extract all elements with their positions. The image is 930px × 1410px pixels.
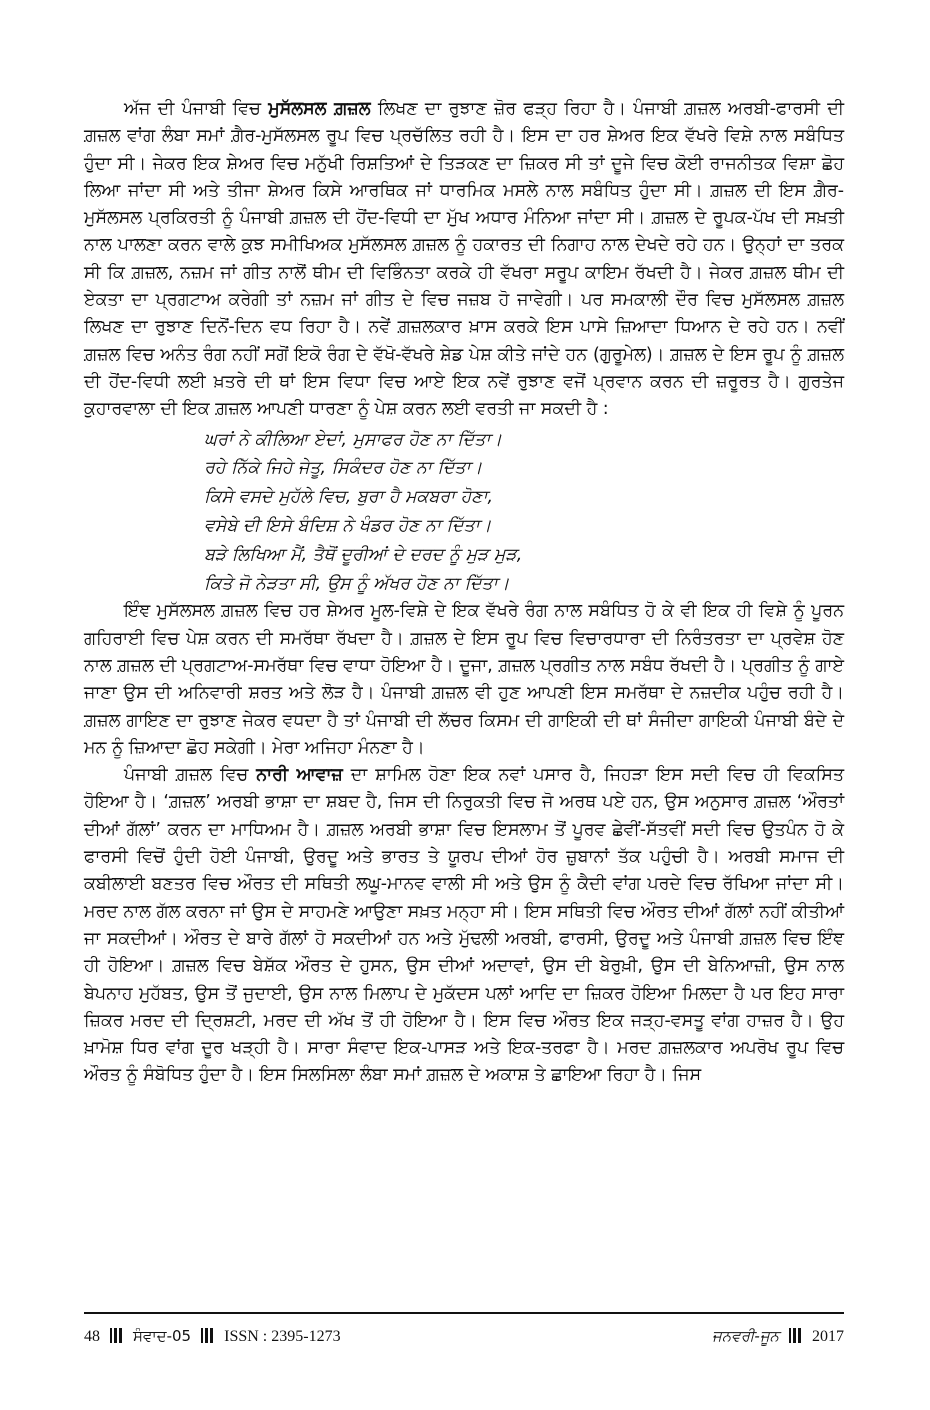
- poem-line: ਕਿਸੇ ਵਸਦੇ ਮੁਹੱਲੇ ਵਿਚ, ਬੁਰਾ ਹੈ ਮਕਬਰਾ ਹੋਣਾ,: [204, 487, 494, 508]
- paragraph-3-text-a: ਪੰਜਾਬੀ ਗ਼ਜ਼ਲ ਵਿਚ: [124, 765, 257, 786]
- page-number: 48: [84, 1328, 100, 1345]
- journal-name: ਸੰਵਾਦ-05: [133, 1327, 192, 1345]
- bold-term-nari-awaz: ਨਾਰੀ ਆਵਾਜ਼: [256, 765, 343, 786]
- paragraph-1: [84, 96, 844, 424]
- poem-line: ਕਿਤੇ ਜੋ ਨੇੜਤਾ ਸੀ, ਉਸ ਨੂੰ ਅੱਖਰ ਹੋਣ ਨਾ ਦਿੱਤਾ।: [204, 573, 510, 594]
- paragraph-1-text-b: ਲਿਖਣ ਦਾ ਰੁਝਾਣ ਜ਼ੋਰ ਫੜ੍ਹ ਰਿਹਾ ਹੈ। ਪੰਜਾਬੀ ਗ਼ਜ਼ਲ ਅਰਬੀ-ਫਾਰਸੀ ਦੀ ਗ਼ਜ਼ਲ ਵਾਂਗ ਲੰਬਾ ਸਮਾਂ ਗ਼ੈਰ-ਮੁਸੱਲਸਲ ਰੂਪ ਵਿਚ ਪ੍ਰਚੱਲਿਤ ਰਹੀ ਹੈ। ਇਸ ਦਾ ਹਰ ਸ਼ੇਅਰ ਇਕ ਵੱਖਰੇ ਵਿਸ਼ੇ ਨਾਲ ਸਬੰਧਿਤ ਹੁੰਦਾ ਸੀ। ਜੇਕਰ ਇਕ ਸ਼ੇਅਰ ਵਿਚ ਮਨੁੱਖੀ ਰਿਸ਼ਤਿਆਂ ਦੇ ਤਿੜਕਣ ਦਾ ਜ਼ਿਕਰ ਸੀ ਤਾਂ ਦੂਜੇ ਵਿਚ ਕੋਈ ਰਾਜਨੀਤਕ ਵਿਸ਼ਾ ਛੋਹ ਲਿਆ ਜਾਂਦਾ ਸੀ ਅਤੇ ਤੀਜਾ ਸ਼ੇਅਰ ਕਿਸੇ ਆਰਥਿਕ ਜਾਂ ਧਾਰਮਿਕ ਮਸਲੇ ਨਾਲ ਸਬੰਧਿਤ ਹੁੰਦਾ ਸੀ। ਗ਼ਜ਼ਲ ਦੀ ਇਸ ਗ਼ੈਰ-ਮੁਸੱਲਸਲ ਪ੍ਰਕਿਰਤੀ ਨੂੰ ਪੰਜਾਬੀ ਗ਼ਜ਼ਲ ਦੀ ਹੋਂਦ-ਵਿਧੀ ਦਾ ਮੁੱਖ ਅਧਾਰ ਮੰਨਿਆ ਜਾਂਦਾ ਸੀ। ਗ਼ਜ਼ਲ ਦੇ ਰੂਪਕ-ਪੱਖ ਦੀ ਸਖ਼ਤੀ ਨਾਲ ਪਾਲਣਾ ਕਰਨ ਵਾਲੇ ਕੁਝ ਸਮੀਖਿਅਕ ਮੁਸੱਲਸਲ ਗ਼ਜ਼ਲ ਨੂੰ ਹਕਾਰਤ ਦੀ ਨਿਗਾਹ ਨਾਲ ਦੇਖਦੇ ਰਹੇ ਹਨ। ਉਨ੍ਹਾਂ ਦਾ ਤਰਕ ਸੀ ਕਿ ਗ਼ਜ਼ਲ, ਨਜ਼ਮ ਜਾਂ ਗੀਤ ਨਾਲੋਂ ਥੀਮ ਦੀ ਵਿਭਿੰਨਤਾ ਕਰਕੇ ਹੀ ਵੱਖਰਾ ਸਰੂਪ ਕਾਇਮ ਰੱਖਦੀ ਹੈ। ਜੇਕਰ ਗ਼ਜ਼ਲ ਥੀਮ ਦੀ ਏਕਤਾ ਦਾ ਪ੍ਰਗਟਾਅ ਕਰੇਗੀ ਤਾਂ ਨਜ਼ਮ ਜਾਂ ਗੀਤ ਦੇ ਵਿਚ ਜਜ਼ਬ ਹੋ ਜਾਵੇਗੀ। ਪਰ ਸਮਕਾਲੀ ਦੌਰ ਵਿਚ ਮੁਸੱਲਸਲ ਗ਼ਜ਼ਲ ਲਿਖਣ ਦਾ ਰੁਝਾਣ ਦਿਨੋਂ-ਦਿਨ ਵਧ ਰਿਹਾ ਹੈ। ਨਵੇਂ ਗ਼ਜ਼ਲਕਾਰ ਖ਼ਾਸ ਕਰਕੇ ਇਸ ਪਾਸੇ ਜ਼ਿਆਦਾ ਧਿਆਨ ਦੇ ਰਹੇ ਹਨ। ਨਵੀਂ ਗ਼ਜ਼ਲ ਵਿਚ ਅਨੰਤ ਰੰਗ ਨਹੀਂ ਸਗੋਂ ਇਕੋ ਰੰਗ ਦੇ ਵੱਖੋ-ਵੱਖਰੇ ਸ਼ੇਡ ਪੇਸ਼ ਕੀਤੇ ਜਾਂਦੇ ਹਨ (ਗੁਰੂਮੇਲ)। ਗ਼ਜ਼ਲ ਦੇ ਇਸ ਰੂਪ ਨੂੰ ਗ਼ਜ਼ਲ ਦੀ ਹੋਂਦ-ਵਿਧੀ ਲਈ ਖ਼ਤਰੇ ਦੀ ਥਾਂ ਇਸ ਵਿਧਾ ਵਿਚ ਆਏ ਇਕ ਨਵੇਂ ਰੁਝਾਣ ਵਜੋਂ ਪ੍ਰਵਾਨ ਕਰਨ ਦੀ ਜ਼ਰੂਰਤ ਹੈ। ਗੁਰਤੇਜ ਕੁਹਾਰਵਾਲਾ ਦੀ ਇਕ ਗ਼ਜ਼ਲ ਆਪਣੀ ਧਾਰਣਾ ਨੂੰ ਪੇਸ਼ ਕਰਨ ਲਈ ਵਰਤੀ ਜਾ ਸਕਦੀ ਹੈ :: [84, 99, 844, 420]
- issue-months: ਜਨਵਰੀ-ਜੂਨ: [712, 1327, 779, 1345]
- paragraph-3-text-b: ਦਾ ਸ਼ਾਮਿਲ ਹੋਣਾ ਇਕ ਨਵਾਂ ਪਸਾਰ ਹੈ, ਜਿਹੜਾ ਇਸ ਸਦੀ ਵਿਚ ਹੀ ਵਿਕਸਿਤ ਹੋਇਆ ਹੈ। ‘ਗ਼ਜ਼ਲ’ ਅਰਬੀ ਭਾਸ਼ਾ ਦਾ ਸ਼ਬਦ ਹੈ, ਜਿਸ ਦੀ ਨਿਰੁਕਤੀ ਵਿਚ ਜੋ ਅਰਥ ਪਏ ਹਨ, ਉਸ ਅਨੁਸਾਰ ਗ਼ਜ਼ਲ ‘ਔਰਤਾਂ ਦੀਆਂ ਗੱਲਾਂ’ ਕਰਨ ਦਾ ਮਾਧਿਅਮ ਹੈ। ਗ਼ਜ਼ਲ ਅਰਬੀ ਭਾਸ਼ਾ ਵਿਚ ਇਸਲਾਮ ਤੋਂ ਪੂਰਵ ਛੇਵੀਂ-ਸੱਤਵੀਂ ਸਦੀ ਵਿਚ ਉਤਪੰਨ ਹੋ ਕੇ ਫਾਰਸੀ ਵਿਚੋਂ ਹੁੰਦੀ ਹੋਈ ਪੰਜਾਬੀ, ਉਰਦੂ ਅਤੇ ਭਾਰਤ ਤੇ ਯੂਰਪ ਦੀਆਂ ਹੋਰ ਜ਼ੁਬਾਨਾਂ ਤੱਕ ਪਹੁੰਚੀ ਹੈ। ਅਰਬੀ ਸਮਾਜ ਦੀ ਕਬੀਲਾਈ ਬਣਤਰ ਵਿਚ ਔਰਤ ਦੀ ਸਥਿਤੀ ਲਘੂ-ਮਾਨਵ ਵਾਲੀ ਸੀ ਅਤੇ ਉਸ ਨੂੰ ਕੈਦੀ ਵਾਂਗ ਪਰਦੇ ਵਿਚ ਰੱਖਿਆ ਜਾਂਦਾ ਸੀ। ਮਰਦ ਨਾਲ ਗੱਲ ਕਰਨਾ ਜਾਂ ਉਸ ਦੇ ਸਾਹਮਣੇ ਆਉਣਾ ਸਖ਼ਤ ਮਨ੍ਹਾ ਸੀ। ਇਸ ਸਥਿਤੀ ਵਿਚ ਔਰਤ ਦੀਆਂ ਗੱਲਾਂ ਨਹੀਂ ਕੀਤੀਆਂ ਜਾ ਸਕਦੀਆਂ। ਔਰਤ ਦੇ ਬਾਰੇ ਗੱਲਾਂ ਹੋ ਸਕਦੀਆਂ ਹਨ ਅਤੇ ਮੁੱਢਲੀ ਅਰਬੀ, ਫਾਰਸੀ, ਉਰਦੂ ਅਤੇ ਪੰਜਾਬੀ ਗ਼ਜ਼ਲ ਵਿਚ ਇੰਞ ਹੀ ਹੋਇਆ। ਗ਼ਜ਼ਲ ਵਿਚ ਬੇਸ਼ੱਕ ਔਰਤ ਦੇ ਹੁਸਨ, ਉਸ ਦੀਆਂ ਅਦਾਵਾਂ, ਉਸ ਦੀ ਬੇਰੁਖ਼ੀ, ਉਸ ਦੀ ਬੇਨਿਆਜ਼ੀ, ਉਸ ਨਾਲ ਬੇਪਨਾਹ ਮੁਹੱਬਤ, ਉਸ ਤੋਂ ਜੁਦਾਈ, ਉਸ ਨਾਲ ਮਿਲਾਪ ਦੇ ਮੁਕੱਦਸ ਪਲਾਂ ਆਦਿ ਦਾ ਜ਼ਿਕਰ ਹੋਇਆ ਮਿਲਦਾ ਹੈ ਪਰ ਇਹ ਸਾਰਾ ਜ਼ਿਕਰ ਮਰਦ ਦੀ ਦ੍ਰਿਸ਼ਟੀ, ਮਰਦ ਦੀ ਅੱਖ ਤੋਂ ਹੀ ਹੋਇਆ ਹੈ। ਇਸ ਵਿਚ ਔਰਤ ਇਕ ਜੜ੍ਹ-ਵਸਤੂ ਵਾਂਗ ਹਾਜ਼ਰ ਹੈ। ਉਹ ਖ਼ਾਮੋਸ਼ ਧਿਰ ਵਾਂਗ ਦੂਰ ਖੜ੍ਹੀ ਹੈ। ਸਾਰਾ ਸੰਵਾਦ ਇਕ-ਪਾਸੜ ਅਤੇ ਇਕ-ਤਰਫਾ ਹੈ। ਮਰਦ ਗ਼ਜ਼ਲਕਾਰ ਅਪਰੋਖ ਰੂਪ ਵਿਚ ਔਰਤ ਨੂੰ ਸੰਬੋਧਿਤ ਹੁੰਦਾ ਹੈ। ਇਸ ਸਿਲਸਿਲਾ ਲੰਬਾ ਸਮਾਂ ਗ਼ਜ਼ਲ ਦੇ ਅਕਾਸ਼ ਤੇ ਛਾਇਆ ਰਿਹਾ ਹੈ। ਜਿਸ: [84, 765, 844, 1086]
- poem-line: ਘਰਾਂ ਨੇ ਕੀਲਿਆ ਏਦਾਂ, ਮੁਸਾਫਰ ਹੋਣ ਨਾ ਦਿੱਤਾ।: [204, 429, 503, 450]
- poem-quote: [204, 426, 844, 599]
- separator-bars-icon: [110, 1328, 122, 1343]
- bold-term-musalsal-ghazal: ਮੁਸੱਲਸਲ ਗ਼ਜ਼ਲ: [268, 99, 371, 119]
- article-body: [84, 96, 844, 1090]
- paragraph-3: [84, 762, 844, 1090]
- issue-year: 2017: [812, 1328, 844, 1345]
- separator-bars-icon: [201, 1328, 213, 1343]
- paragraph-2: ਇੰਞ ਮੁਸੱਲਸਲ ਗ਼ਜ਼ਲ ਵਿਚ ਹਰ ਸ਼ੇਅਰ ਮੂਲ-ਵਿਸ਼ੇ ਦੇ ਇਕ ਵੱਖਰੇ ਰੰਗ ਨਾਲ ਸਬੰਧਿਤ ਹੋ ਕੇ ਵੀ ਇਕ ਹੀ ਵਿਸ਼ੇ ਨੂੰ ਪੂਰਨ ਗਹਿਰਾਈ ਵਿਚ ਪੇਸ਼ ਕਰਨ ਦੀ ਸਮਰੱਥਾ ਰੱਖਦਾ ਹੈ। ਗ਼ਜ਼ਲ ਦੇ ਇਸ ਰੂਪ ਵਿਚ ਵਿਚਾਰਧਾਰਾ ਦੀ ਨਿਰੰਤਰਤਾ ਦਾ ਪ੍ਰਵੇਸ਼ ਹੋਣ ਨਾਲ ਗ਼ਜ਼ਲ ਦੀ ਪ੍ਰਗਟਾਅ-ਸਮਰੱਥਾ ਵਿਚ ਵਾਧਾ ਹੋਇਆ ਹੈ। ਦੂਜਾ, ਗ਼ਜ਼ਲ ਪ੍ਰਗੀਤ ਨਾਲ ਸਬੰਧ ਰੱਖਦੀ ਹੈ। ਪ੍ਰਗੀਤ ਨੂੰ ਗਾਏ ਜਾਣਾ ਉਸ ਦੀ ਅਨਿਵਾਰੀ ਸ਼ਰਤ ਅਤੇ ਲੋੜ ਹੈ। ਪੰਜਾਬੀ ਗ਼ਜ਼ਲ ਵੀ ਹੁਣ ਆਪਣੀ ਇਸ ਸਮਰੱਥਾ ਦੇ ਨਜ਼ਦੀਕ ਪਹੁੰਚ ਰਹੀ ਹੈ। ਗ਼ਜ਼ਲ ਗਾਇਣ ਦਾ ਰੁਝਾਣ ਜੇਕਰ ਵਧਦਾ ਹੈ ਤਾਂ ਪੰਜਾਬੀ ਦੀ ਲੱਚਰ ਕਿਸਮ ਦੀ ਗਾਇਕੀ ਦੀ ਥਾਂ ਸੰਜੀਦਾ ਗਾਇਕੀ ਪੰਜਾਬੀ ਬੰਦੇ ਦੇ ਮਨ ਨੂੰ ਜ਼ਿਆਦਾ ਛੋਹ ਸਕੇਗੀ। ਮੇਰਾ ਅਜਿਹਾ ਮੰਨਣਾ ਹੈ।: [84, 601, 844, 758]
- page-footer: [84, 1324, 844, 1348]
- footer-right: [712, 1324, 844, 1349]
- footer-left: [84, 1324, 341, 1349]
- poem-line: ਰਹੇ ਨਿੱਕੇ ਜਿਹੇ ਜੇਤੂ, ਸਿਕੰਦਰ ਹੋਣ ਨਾ ਦਿੱਤਾ।: [204, 458, 483, 479]
- footer-rule: [84, 1312, 844, 1314]
- poem-line: ਬੜੇ ਲਿਖਿਆ ਮੈਂ, ਤੈਥੋਂ ਦੂਰੀਆਂ ਦੇ ਦਰਦ ਨੂੰ ਮੁੜ ਮੁੜ,: [204, 544, 523, 565]
- paragraph-1-text-a: ਅੱਜ ਦੀ ਪੰਜਾਬੀ ਵਿਚ: [124, 99, 269, 119]
- separator-bars-icon: [789, 1328, 801, 1343]
- issn: ISSN : 2395-1273: [224, 1328, 341, 1345]
- poem-line: ਵਸੇਬੇ ਦੀ ਇਸੇ ਬੰਦਿਸ਼ ਨੇ ਖੰਡਰ ਹੋਣ ਨਾ ਦਿੱਤਾ।: [204, 515, 492, 536]
